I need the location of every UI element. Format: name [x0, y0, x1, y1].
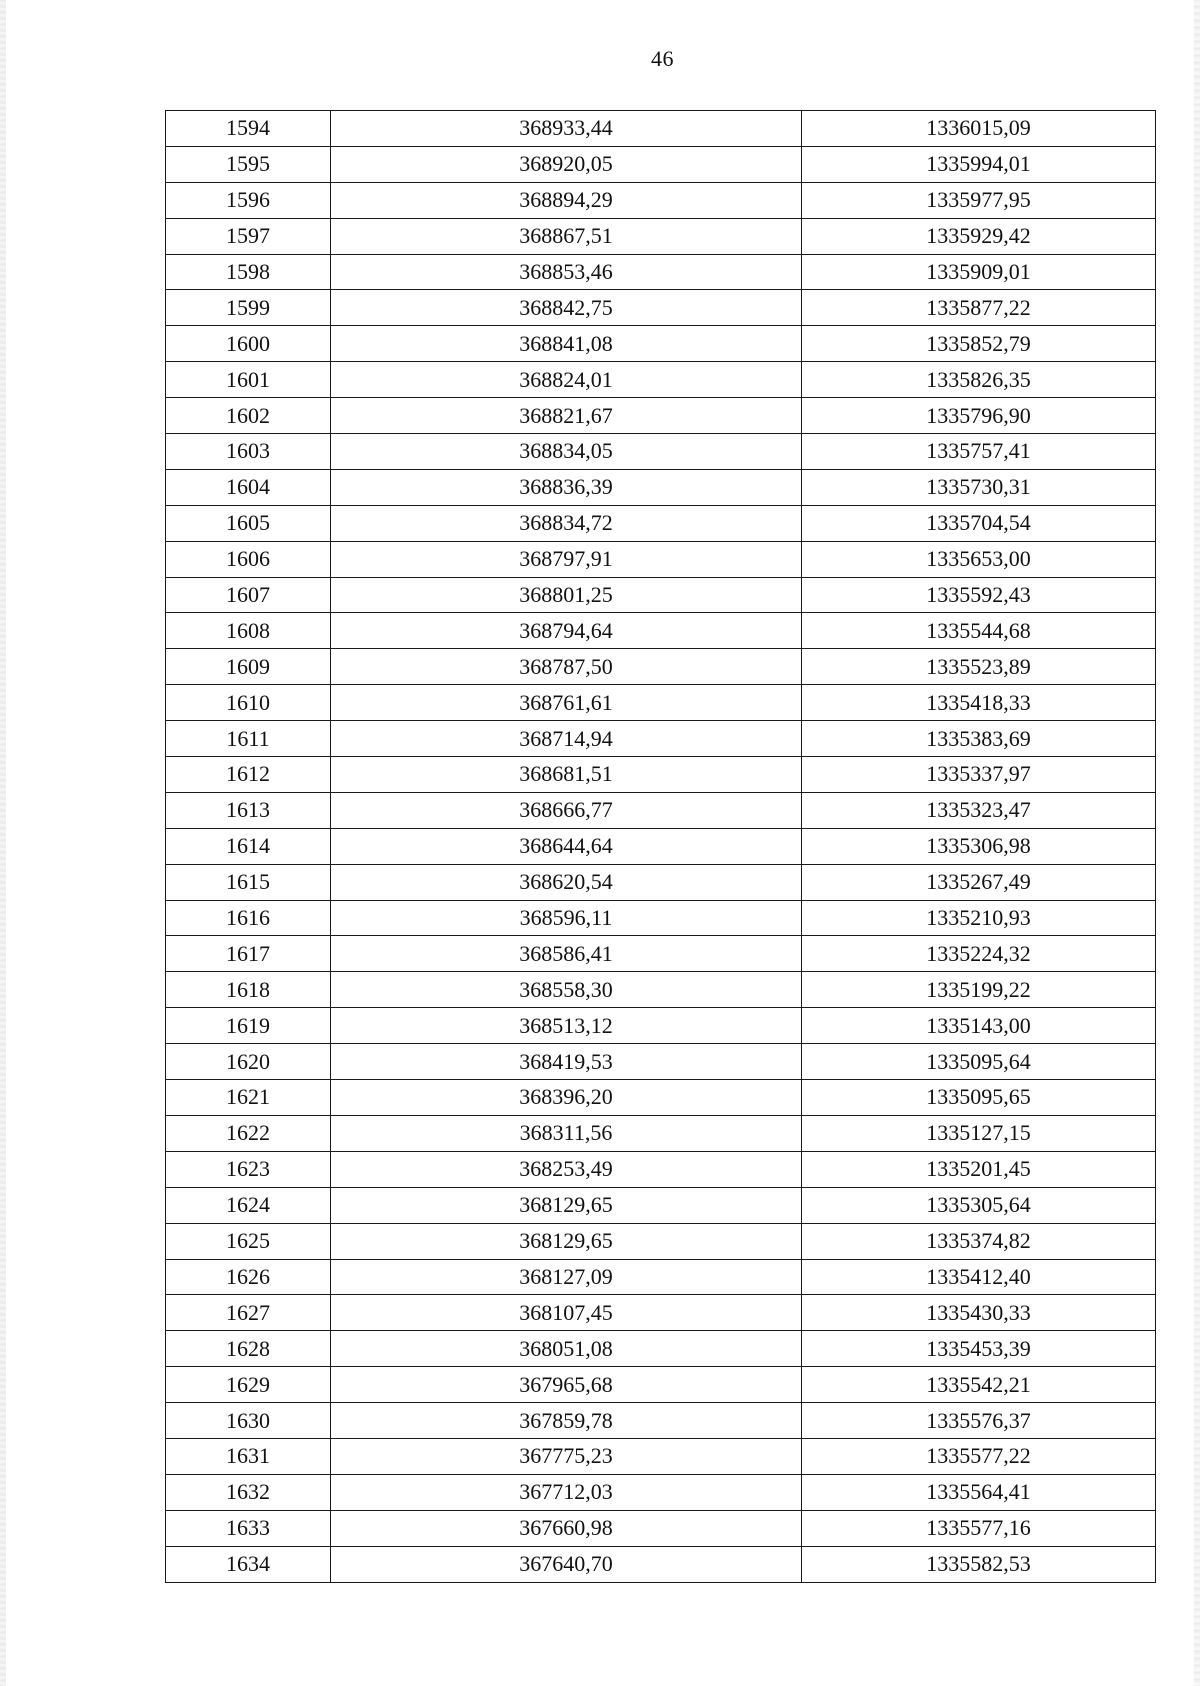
- table-row: [166, 721, 1156, 757]
- x-coordinate-cell: 368596,11: [331, 900, 802, 936]
- x-coordinate-cell: 368127,09: [331, 1259, 802, 1295]
- point-number-cell: 1601: [166, 362, 331, 398]
- y-coordinate-cell: 1335267,49: [802, 864, 1156, 900]
- point-number-cell: 1629: [166, 1367, 331, 1403]
- point-number-cell: 1621: [166, 1080, 331, 1116]
- table-row: [166, 469, 1156, 505]
- point-number-cell: 1620: [166, 1044, 331, 1080]
- point-number-cell: 1619: [166, 1008, 331, 1044]
- table-row: [166, 613, 1156, 649]
- point-number-cell: 1602: [166, 398, 331, 434]
- y-coordinate-cell: 1335199,22: [802, 972, 1156, 1008]
- x-coordinate-cell: 368311,56: [331, 1115, 802, 1151]
- y-coordinate-cell: 1336015,09: [802, 111, 1156, 147]
- table-row: [166, 577, 1156, 613]
- x-coordinate-cell: 368853,46: [331, 254, 802, 290]
- table-row: [166, 1115, 1156, 1151]
- table-row: [166, 146, 1156, 182]
- table-row: [166, 900, 1156, 936]
- y-coordinate-cell: 1335826,35: [802, 362, 1156, 398]
- x-coordinate-cell: 368834,05: [331, 434, 802, 470]
- table-row: [166, 936, 1156, 972]
- y-coordinate-cell: 1335577,22: [802, 1438, 1156, 1474]
- table-row: [166, 1151, 1156, 1187]
- point-number-cell: 1631: [166, 1438, 331, 1474]
- point-number-cell: 1622: [166, 1115, 331, 1151]
- x-coordinate-cell: 368797,91: [331, 541, 802, 577]
- x-coordinate-cell: 368107,45: [331, 1295, 802, 1331]
- x-coordinate-cell: 368620,54: [331, 864, 802, 900]
- y-coordinate-cell: 1335994,01: [802, 146, 1156, 182]
- table-row: [166, 362, 1156, 398]
- point-number-cell: 1600: [166, 326, 331, 362]
- point-number-cell: 1608: [166, 613, 331, 649]
- y-coordinate-cell: 1335929,42: [802, 218, 1156, 254]
- y-coordinate-cell: 1335383,69: [802, 721, 1156, 757]
- x-coordinate-cell: 368842,75: [331, 290, 802, 326]
- x-coordinate-cell: 367640,70: [331, 1546, 802, 1582]
- table-row: [166, 1403, 1156, 1439]
- x-coordinate-cell: 368051,08: [331, 1331, 802, 1367]
- x-coordinate-cell: 367965,68: [331, 1367, 802, 1403]
- y-coordinate-cell: 1335224,32: [802, 936, 1156, 972]
- table-row: [166, 182, 1156, 218]
- table-row: [166, 1474, 1156, 1510]
- table-row: [166, 828, 1156, 864]
- table-row: [166, 972, 1156, 1008]
- y-coordinate-cell: 1335977,95: [802, 182, 1156, 218]
- x-coordinate-cell: 368396,20: [331, 1080, 802, 1116]
- x-coordinate-cell: 368794,64: [331, 613, 802, 649]
- y-coordinate-cell: 1335704,54: [802, 505, 1156, 541]
- table-row: [166, 1223, 1156, 1259]
- point-number-cell: 1594: [166, 111, 331, 147]
- table-row: [166, 434, 1156, 470]
- table-row: [166, 218, 1156, 254]
- y-coordinate-cell: 1335453,39: [802, 1331, 1156, 1367]
- table-row: [166, 290, 1156, 326]
- y-coordinate-cell: 1335542,21: [802, 1367, 1156, 1403]
- x-coordinate-cell: 368894,29: [331, 182, 802, 218]
- y-coordinate-cell: 1335582,53: [802, 1546, 1156, 1582]
- table-row: [166, 398, 1156, 434]
- table-row: [166, 1008, 1156, 1044]
- point-number-cell: 1625: [166, 1223, 331, 1259]
- y-coordinate-cell: 1335653,00: [802, 541, 1156, 577]
- page-number: 46: [651, 46, 674, 71]
- point-number-cell: 1596: [166, 182, 331, 218]
- x-coordinate-cell: 367660,98: [331, 1510, 802, 1546]
- coordinates-table-body: [166, 111, 1156, 1583]
- table-row: [166, 1295, 1156, 1331]
- table-row: [166, 505, 1156, 541]
- point-number-cell: 1615: [166, 864, 331, 900]
- scan-edge-right: [1194, 0, 1200, 1686]
- y-coordinate-cell: 1335757,41: [802, 434, 1156, 470]
- point-number-cell: 1599: [166, 290, 331, 326]
- point-number-cell: 1624: [166, 1187, 331, 1223]
- y-coordinate-cell: 1335576,37: [802, 1403, 1156, 1439]
- point-number-cell: 1628: [166, 1331, 331, 1367]
- point-number-cell: 1613: [166, 792, 331, 828]
- x-coordinate-cell: 368129,65: [331, 1223, 802, 1259]
- x-coordinate-cell: 367775,23: [331, 1438, 802, 1474]
- table-row: [166, 1510, 1156, 1546]
- y-coordinate-cell: 1335564,41: [802, 1474, 1156, 1510]
- y-coordinate-cell: 1335852,79: [802, 326, 1156, 362]
- scan-edge-left: [0, 0, 6, 1686]
- x-coordinate-cell: 368558,30: [331, 972, 802, 1008]
- y-coordinate-cell: 1335305,64: [802, 1187, 1156, 1223]
- point-number-cell: 1607: [166, 577, 331, 613]
- x-coordinate-cell: 368253,49: [331, 1151, 802, 1187]
- table-row: [166, 1259, 1156, 1295]
- point-number-cell: 1626: [166, 1259, 331, 1295]
- x-coordinate-cell: 368834,72: [331, 505, 802, 541]
- x-coordinate-cell: 368419,53: [331, 1044, 802, 1080]
- point-number-cell: 1632: [166, 1474, 331, 1510]
- y-coordinate-cell: 1335877,22: [802, 290, 1156, 326]
- x-coordinate-cell: 367859,78: [331, 1403, 802, 1439]
- y-coordinate-cell: 1335577,16: [802, 1510, 1156, 1546]
- y-coordinate-cell: 1335418,33: [802, 685, 1156, 721]
- point-number-cell: 1598: [166, 254, 331, 290]
- x-coordinate-cell: 368824,01: [331, 362, 802, 398]
- y-coordinate-cell: 1335796,90: [802, 398, 1156, 434]
- y-coordinate-cell: 1335430,33: [802, 1295, 1156, 1331]
- table-row: [166, 1367, 1156, 1403]
- table-row: [166, 864, 1156, 900]
- table-row: [166, 1438, 1156, 1474]
- y-coordinate-cell: 1335143,00: [802, 1008, 1156, 1044]
- y-coordinate-cell: 1335592,43: [802, 577, 1156, 613]
- table-row: [166, 326, 1156, 362]
- point-number-cell: 1616: [166, 900, 331, 936]
- x-coordinate-cell: 368801,25: [331, 577, 802, 613]
- y-coordinate-cell: 1335095,64: [802, 1044, 1156, 1080]
- y-coordinate-cell: 1335210,93: [802, 900, 1156, 936]
- table-row: [166, 792, 1156, 828]
- y-coordinate-cell: 1335730,31: [802, 469, 1156, 505]
- point-number-cell: 1609: [166, 649, 331, 685]
- point-number-cell: 1634: [166, 1546, 331, 1582]
- point-number-cell: 1610: [166, 685, 331, 721]
- y-coordinate-cell: 1335412,40: [802, 1259, 1156, 1295]
- y-coordinate-cell: 1335127,15: [802, 1115, 1156, 1151]
- point-number-cell: 1611: [166, 721, 331, 757]
- point-number-cell: 1597: [166, 218, 331, 254]
- x-coordinate-cell: 368821,67: [331, 398, 802, 434]
- point-number-cell: 1612: [166, 757, 331, 793]
- table-row: [166, 757, 1156, 793]
- table-row: [166, 649, 1156, 685]
- point-number-cell: 1605: [166, 505, 331, 541]
- y-coordinate-cell: 1335374,82: [802, 1223, 1156, 1259]
- x-coordinate-cell: 368933,44: [331, 111, 802, 147]
- x-coordinate-cell: 367712,03: [331, 1474, 802, 1510]
- x-coordinate-cell: 368714,94: [331, 721, 802, 757]
- y-coordinate-cell: 1335544,68: [802, 613, 1156, 649]
- point-number-cell: 1606: [166, 541, 331, 577]
- coordinates-table: [165, 110, 1156, 1583]
- y-coordinate-cell: 1335323,47: [802, 792, 1156, 828]
- table-row: [166, 541, 1156, 577]
- point-number-cell: 1614: [166, 828, 331, 864]
- table-row: [166, 1187, 1156, 1223]
- x-coordinate-cell: 368836,39: [331, 469, 802, 505]
- table-row: [166, 1080, 1156, 1116]
- y-coordinate-cell: 1335095,65: [802, 1080, 1156, 1116]
- table-row: [166, 1546, 1156, 1582]
- x-coordinate-cell: 368787,50: [331, 649, 802, 685]
- table-row: [166, 111, 1156, 147]
- x-coordinate-cell: 368666,77: [331, 792, 802, 828]
- table-row: [166, 1044, 1156, 1080]
- point-number-cell: 1627: [166, 1295, 331, 1331]
- x-coordinate-cell: 368681,51: [331, 757, 802, 793]
- x-coordinate-cell: 368761,61: [331, 685, 802, 721]
- point-number-cell: 1633: [166, 1510, 331, 1546]
- table-row: [166, 254, 1156, 290]
- x-coordinate-cell: 368841,08: [331, 326, 802, 362]
- point-number-cell: 1618: [166, 972, 331, 1008]
- y-coordinate-cell: 1335523,89: [802, 649, 1156, 685]
- y-coordinate-cell: 1335337,97: [802, 757, 1156, 793]
- point-number-cell: 1603: [166, 434, 331, 470]
- point-number-cell: 1604: [166, 469, 331, 505]
- table-row: [166, 685, 1156, 721]
- point-number-cell: 1617: [166, 936, 331, 972]
- x-coordinate-cell: 368644,64: [331, 828, 802, 864]
- y-coordinate-cell: 1335909,01: [802, 254, 1156, 290]
- y-coordinate-cell: 1335201,45: [802, 1151, 1156, 1187]
- point-number-cell: 1630: [166, 1403, 331, 1439]
- x-coordinate-cell: 368586,41: [331, 936, 802, 972]
- point-number-cell: 1623: [166, 1151, 331, 1187]
- table-row: [166, 1331, 1156, 1367]
- x-coordinate-cell: 368513,12: [331, 1008, 802, 1044]
- x-coordinate-cell: 368920,05: [331, 146, 802, 182]
- x-coordinate-cell: 368129,65: [331, 1187, 802, 1223]
- point-number-cell: 1595: [166, 146, 331, 182]
- x-coordinate-cell: 368867,51: [331, 218, 802, 254]
- y-coordinate-cell: 1335306,98: [802, 828, 1156, 864]
